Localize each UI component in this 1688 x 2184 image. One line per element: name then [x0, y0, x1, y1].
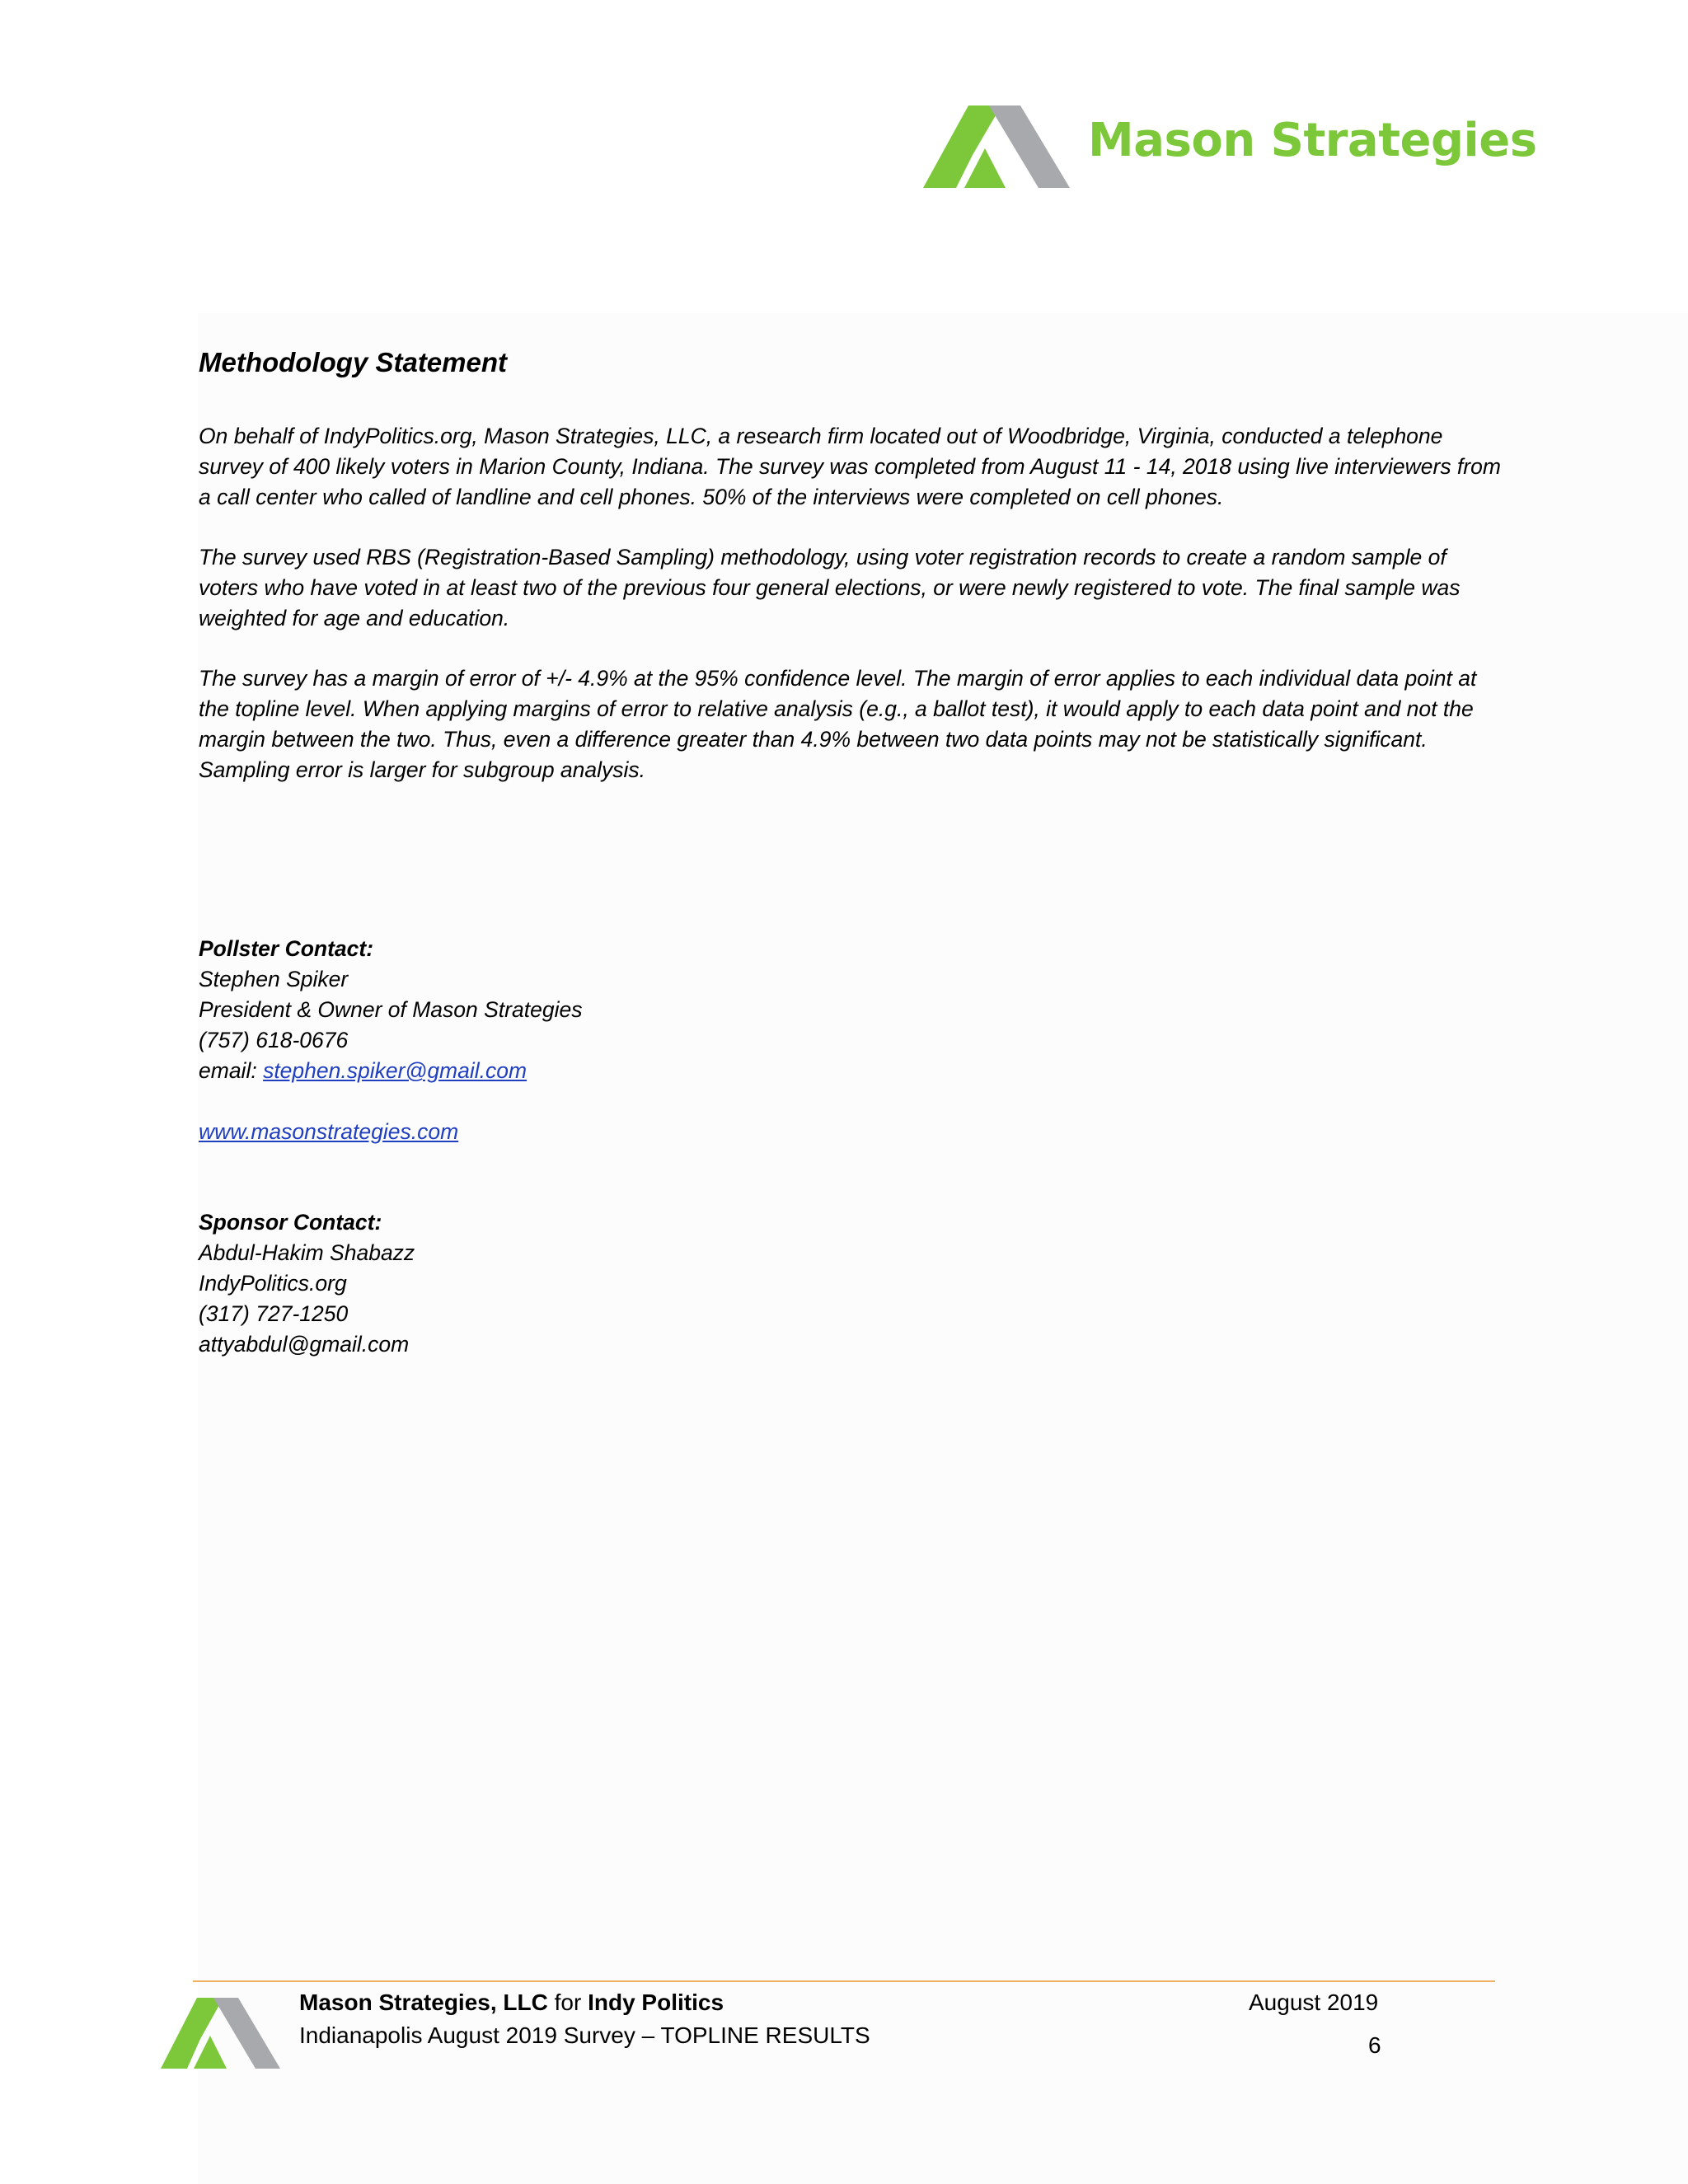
sponsor-name: Abdul-Hakim Shabazz — [199, 1240, 415, 1265]
pollster-email-link[interactable]: stephen.spiker@gmail.com — [263, 1058, 528, 1083]
methodology-paragraph: The survey has a margin of error of +/- 4.9% at the 95% confidence level. The margin of error applies to each individual data point at the topline level. When applying margins of error to relative analysis (e.g., a ballot test), it would apply to each data point and not the margin between the two. Thus, even a difference greater than 4.9% between two data points may not be statistically significant. Sampling error is larger for subgroup analysis. — [199, 666, 1477, 782]
pollster-contact — [199, 934, 582, 1086]
pollster-title: President & Owner of Mason Strategies — [199, 997, 583, 1022]
footer-for: for — [554, 1990, 582, 2015]
footer-divider — [193, 1980, 1495, 1982]
footer-subtitle: Indianapolis August 2019 Survey – TOPLINE RESULTS — [299, 2022, 870, 2048]
methodology-paragraph: On behalf of IndyPolitics.org, Mason Strategies, LLC, a research firm located out of Woodbridge, Virginia, conducted a telephone survey of 400 likely voters in Marion County, Indiana. The survey was completed from August 11 - 14, 2018 using live interviewers from a call center who called of landline and cell phones. 50% of the interviews were completed on cell phones. — [199, 424, 1501, 509]
footer-title — [299, 1986, 724, 2019]
email-prefix: email: — [199, 1058, 264, 1083]
sponsor-contact-label: Sponsor Contact: — [199, 1210, 382, 1235]
pollster-phone: (757) 618-0676 — [199, 1028, 349, 1052]
website-link[interactable]: www.masonstrategies.com — [199, 1119, 459, 1144]
methodology-paragraph: The survey used RBS (Registration-Based Sampling) methodology, using voter registration records to create a random sample of voters who have voted in at least two of the previous four general elections, or were newly registered to vote. The final sample was weighted for age and education. — [199, 545, 1461, 630]
footer-company: Mason Strategies, LLC — [299, 1990, 548, 2015]
methodology-section — [199, 342, 1501, 815]
sponsor-phone: (317) 727-1250 — [199, 1301, 349, 1326]
pollster-name: Stephen Spiker — [199, 967, 349, 991]
page-number: 6 — [1368, 2032, 1381, 2058]
sponsor-contact — [199, 1207, 415, 1360]
sponsor-org: IndyPolitics.org — [199, 1271, 347, 1296]
logo-text: Mason Strategies — [1088, 114, 1537, 167]
website-line — [199, 1117, 458, 1147]
pollster-contact-label: Pollster Contact: — [199, 936, 374, 961]
footer-mountain-logo-icon — [161, 1993, 297, 2071]
mountain-logo-icon — [923, 97, 1088, 196]
footer-client: Indy Politics — [588, 1990, 724, 2015]
mason-strategies-logo — [923, 97, 1537, 196]
page-title: Methodology Statement — [199, 347, 508, 377]
sponsor-email: attyabdul@gmail.com — [199, 1332, 410, 1357]
footer-date: August 2019 — [1249, 1990, 1379, 2015]
pollster-email-line — [199, 1056, 582, 1086]
